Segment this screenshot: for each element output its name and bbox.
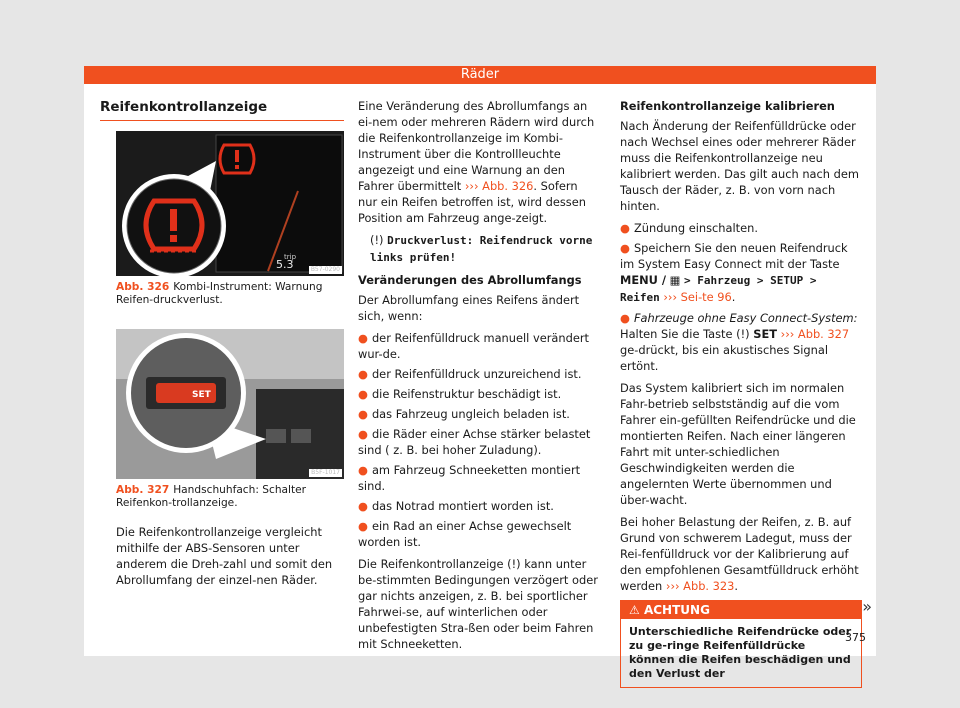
list-item: [358, 426, 598, 458]
warning-box: [620, 600, 862, 688]
section-title: Reifenkontrollanzeige: [100, 98, 344, 121]
manual-page: [84, 66, 876, 680]
sub-title: Reifenkontrollanzeige kalibrieren: [620, 99, 835, 113]
bullet-icon: ●: [620, 221, 630, 235]
page-reference-link[interactable]: ››› Sei-te 96: [663, 290, 732, 304]
caption-text: Kombi-Instrument: Warnung Reifen-druckverlust.: [116, 281, 323, 306]
list-item: [358, 386, 598, 402]
list-item: [358, 498, 598, 514]
display-message: Druckverlust: Reifendruck vorne links prüfen!: [370, 234, 593, 264]
list-item: [358, 366, 598, 382]
continue-icon: »: [862, 597, 872, 616]
text: ein Rad an einer Achse gewechselt worden ist.: [358, 519, 572, 549]
warning-header: [621, 601, 861, 619]
intro-paragraph: Die Reifenkontrollanzeige vergleicht mithilfe der ABS-Sensoren unter anderem die Dreh-zahl und somit den Abrollumfang der einzel-nen Räder.: [116, 525, 333, 587]
figure-label: Abb. 326: [116, 281, 170, 293]
text: das Fahrzeug ungleich beladen ist.: [371, 407, 570, 421]
column-left: [100, 98, 344, 594]
menu-key: MENU /: [620, 273, 667, 287]
figure-caption: [116, 281, 344, 307]
page-number: 375: [845, 631, 866, 644]
text: . Sofern nur ein Reifen betroffen ist, wird dessen Position am Fahrzeug ange-zeigt.: [358, 179, 586, 225]
list-item: [620, 240, 860, 306]
text: die Reifenstruktur beschädigt ist.: [371, 387, 562, 401]
text: ge-drückt, bis ein akustisches Signal ertönt.: [620, 343, 828, 373]
caption-text: Handschuhfach: Schalter Reifenkon-trollanzeige.: [116, 484, 307, 509]
list-item: [620, 220, 860, 236]
figure-code: B5F-1017: [311, 469, 340, 476]
text: der Reifenfülldruck manuell verändert wur-de.: [358, 331, 589, 361]
bullet-icon: ●: [358, 367, 368, 381]
list-item: [358, 406, 598, 422]
figure-code: B57-0290: [310, 266, 340, 273]
set-key: SET: [753, 327, 778, 341]
trip-value: 5.3: [276, 258, 294, 271]
column-right: [620, 98, 860, 688]
paragraph: [358, 556, 598, 652]
text: Zündung einschalten.: [633, 221, 758, 235]
warning-triangle-icon: ⚠: [629, 603, 640, 617]
figure-glovebox-switch: [116, 329, 344, 479]
list-item: [358, 462, 598, 494]
figure-reference-link[interactable]: ››› Abb. 326: [464, 179, 534, 193]
paragraph: [358, 98, 598, 226]
text: am Fahrzeug Schneeketten montiert sind.: [358, 463, 581, 493]
bullet-icon: ●: [358, 387, 368, 401]
text: das Notrad montiert worden ist.: [371, 499, 554, 513]
text: Speichern Sie den neuen Reifendruck im System Easy Connect mit der Taste: [620, 241, 848, 271]
bullet-icon: ●: [358, 331, 368, 345]
tire-pressure-warning-illustration: [116, 131, 344, 276]
bullet-icon: ●: [358, 427, 368, 441]
warning-text: Unterschiedliche Reifendrücke oder zu ge-ringe Reifenfülldrücke können die Reifen beschädigen und den Verlust der: [629, 625, 852, 680]
figure-caption: [116, 484, 344, 510]
glovebox-switch-illustration: [116, 329, 344, 479]
text: Bei hoher Belastung der Reifen, z. B. auf Grund von schwerem Ladegut, muss der Rei-fenfülldruck vor der Kalibrierung auf den empfohlenen Gesamtfülldruck erhöht werden: [620, 515, 859, 593]
figure-reference-link[interactable]: ››› Abb. 327: [780, 327, 850, 341]
text: .: [731, 290, 736, 304]
bullet-icon: ●: [358, 463, 368, 477]
text: kann unter be-stimmten Bedingungen verzögert oder gar nichts anzeigen, z. B. bei sportlicher Fahrwei-se, auf winterlichen oder unbefestigten Stra-ßen oder beim Fahren mit Schneeketten.: [358, 557, 598, 651]
tire-warning-icon: (!): [370, 233, 384, 247]
list-item: [358, 330, 598, 362]
text: Halten Sie die Taste: [620, 327, 733, 341]
figure-label: Abb. 327: [116, 484, 170, 496]
bullet-icon: ●: [358, 519, 368, 533]
text: .: [734, 579, 739, 593]
bullet-icon: ●: [358, 407, 368, 421]
grid-icon: ▦: [669, 273, 681, 287]
text: der Reifenfülldruck unzureichend ist.: [371, 367, 582, 381]
paragraph: [620, 514, 860, 594]
figure-reference-link[interactable]: ››› Abb. 323: [665, 579, 735, 593]
menu-path: > Fahrzeug > SETUP > Reifen: [620, 274, 817, 304]
paragraph: Der Abrollumfang eines Reifens ändert sich, wenn:: [358, 293, 580, 323]
column-middle: [358, 98, 598, 658]
bullet-icon: ●: [620, 241, 630, 255]
paragraph: Das System kalibriert sich im normalen Fahr-betrieb selbstständig auf die vom Fahrer ein-gefüllten Reifendrücke und die montierten Reifen. Nach einer längeren Fahrt mit unter-schiedlichen Geschwindigkeiten werden die angelernten Werte übernommen und über-wacht.: [620, 381, 856, 507]
list-item: [620, 310, 860, 374]
trip-label: trip: [284, 253, 297, 261]
paragraph: Nach Änderung der Reifenfülldrücke oder nach Wechsel eines oder mehrerer Räder muss die Reifenkontrollanzeige neu kalibriert werden. Das gilt auch nach dem Tausch der Räder, z. B. von vorn nach hinten.: [620, 119, 859, 213]
text: Die Reifenkontrollanzeige: [358, 557, 504, 571]
text: die Räder einer Achse stärker belastet sind ( z. B. bei hoher Zuladung).: [358, 427, 591, 457]
text: Eine Veränderung des Abrollumfangs an ei-nem oder mehreren Rädern wird durch die Reifenkontrollanzeige im Kombi-Instrument über die Kontrollleuchte angezeigt und eine Warnung an den Fahrer übermittelt: [358, 99, 595, 193]
warning-title: ACHTUNG: [643, 603, 710, 617]
chapter-header: Räder: [84, 66, 876, 84]
bullet-icon: ●: [358, 499, 368, 513]
tire-warning-icon: (!): [507, 557, 521, 571]
italic-label: Fahrzeuge ohne Easy Connect-System:: [633, 311, 858, 325]
bullet-icon: ●: [620, 311, 630, 325]
tire-warning-icon: (!): [736, 327, 750, 341]
figure-instrument-cluster: [116, 131, 344, 276]
bullet-list: [358, 330, 598, 550]
warning-message: [358, 232, 598, 266]
list-item: [358, 518, 598, 550]
sub-title: Veränderungen des Abrollumfangs: [358, 273, 582, 287]
set-button-label: SET: [192, 390, 211, 400]
